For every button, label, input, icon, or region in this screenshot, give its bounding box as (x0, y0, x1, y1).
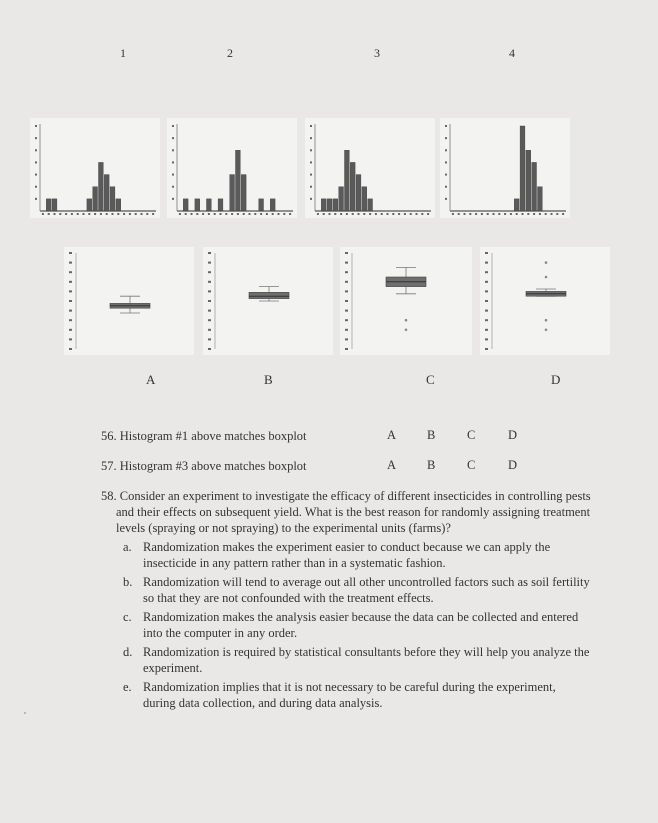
y-tick (208, 329, 211, 331)
histogram-number-1: 1 (120, 46, 126, 60)
histogram-2 (167, 118, 297, 218)
q56-choice-d[interactable]: D (508, 428, 518, 442)
x-tick (191, 213, 193, 215)
x-tick (458, 213, 460, 215)
y-tick (345, 290, 348, 292)
x-tick (317, 213, 319, 215)
boxplot-D (480, 247, 610, 355)
y-tick (445, 198, 447, 200)
x-tick (516, 213, 518, 215)
x-tick (510, 213, 512, 215)
x-tick (352, 213, 354, 215)
option-text: Randomization is required by statistical consultants before they will help you analyze the experiment. (143, 645, 590, 675)
histogram-bar (87, 199, 92, 211)
y-tick (310, 161, 312, 163)
x-tick (71, 213, 73, 215)
x-tick (179, 213, 181, 215)
y-tick (35, 161, 37, 163)
y-tick (445, 186, 447, 188)
histogram-number-3: 3 (374, 46, 380, 60)
x-tick (363, 213, 365, 215)
histogram-bar (270, 199, 275, 211)
histogram-bar (538, 187, 543, 211)
y-tick (208, 300, 211, 302)
x-tick (220, 213, 222, 215)
x-tick (135, 213, 137, 215)
x-tick (475, 213, 477, 215)
x-tick (77, 213, 79, 215)
x-tick (266, 213, 268, 215)
y-tick (345, 338, 348, 340)
histogram-bar (520, 126, 525, 211)
y-tick (69, 310, 72, 312)
histogram-3-panel (305, 118, 435, 218)
q58-option-a[interactable] (101, 539, 591, 571)
q56-choice-c[interactable]: C (467, 428, 476, 442)
x-tick (48, 213, 50, 215)
q57-choice-b[interactable]: B (427, 458, 436, 472)
x-tick (106, 213, 108, 215)
x-tick (498, 213, 500, 215)
y-tick (208, 290, 211, 292)
histogram-bar (350, 162, 355, 211)
y-tick (69, 319, 72, 321)
x-tick (254, 213, 256, 215)
x-tick (416, 213, 418, 215)
histogram-bar (345, 150, 350, 211)
histogram-bar (327, 199, 332, 211)
x-tick (539, 213, 541, 215)
y-tick (485, 348, 488, 350)
x-tick (123, 213, 125, 215)
option-text: Randomization will tend to average out all other uncontrolled factors such as soil fertility so that they are not confounded with the treatment effects. (143, 575, 590, 605)
y-tick (345, 310, 348, 312)
q58-option-e[interactable] (101, 679, 591, 711)
option-text: Randomization makes the experiment easier to conduct because we can apply the insecticide in any pattern rather than in a systematic fashion. (143, 540, 551, 570)
y-tick (172, 149, 174, 151)
y-tick (485, 271, 488, 273)
x-tick (185, 213, 187, 215)
x-tick (100, 213, 102, 215)
x-tick (231, 213, 233, 215)
q58-option-d[interactable] (101, 644, 591, 676)
x-tick (65, 213, 67, 215)
x-tick (42, 213, 44, 215)
outlier-point (405, 319, 408, 322)
histogram-bar (230, 175, 235, 211)
boxplot-A (64, 247, 194, 355)
x-tick (421, 213, 423, 215)
boxplot-label-A: A (146, 372, 156, 387)
x-tick (329, 213, 331, 215)
x-tick (214, 213, 216, 215)
histogram-bar (236, 150, 241, 211)
boxplot-label-B: B (264, 372, 273, 387)
x-tick (410, 213, 412, 215)
y-tick (345, 271, 348, 273)
y-tick (208, 310, 211, 312)
question-58 (101, 488, 591, 714)
x-tick (545, 213, 547, 215)
histogram-bar (218, 199, 223, 211)
boxplot-C (340, 247, 472, 355)
y-tick (485, 338, 488, 340)
y-tick (345, 262, 348, 264)
y-tick (345, 329, 348, 331)
y-tick (35, 174, 37, 176)
q57-choice-d[interactable]: D (508, 458, 518, 472)
histogram-2-panel (167, 118, 297, 218)
histogram-bar (116, 199, 121, 211)
boxplot-A-panel (64, 247, 194, 355)
y-tick (445, 137, 447, 139)
y-tick (485, 300, 488, 302)
x-tick (392, 213, 394, 215)
y-tick (172, 174, 174, 176)
y-tick (208, 281, 211, 283)
x-tick (504, 213, 506, 215)
histogram-bar (93, 187, 98, 211)
histogram-number-4: 4 (509, 46, 515, 60)
y-tick (208, 338, 211, 340)
y-tick (310, 198, 312, 200)
x-tick (398, 213, 400, 215)
x-tick (260, 213, 262, 215)
q58-option-b[interactable] (101, 574, 591, 606)
y-tick (445, 161, 447, 163)
y-tick (345, 252, 348, 254)
x-tick (527, 213, 529, 215)
histogram-bar (195, 199, 200, 211)
x-tick (54, 213, 56, 215)
y-tick (445, 174, 447, 176)
y-tick (208, 252, 211, 254)
y-tick (172, 186, 174, 188)
x-tick (469, 213, 471, 215)
x-tick (452, 213, 454, 215)
x-tick (243, 213, 245, 215)
x-tick (562, 213, 564, 215)
histogram-bar (526, 150, 531, 211)
x-tick (112, 213, 114, 215)
x-tick (272, 213, 274, 215)
x-tick (323, 213, 325, 215)
histogram-bar (259, 199, 264, 211)
y-tick (69, 348, 72, 350)
x-tick (278, 213, 280, 215)
x-tick (346, 213, 348, 215)
outlier-point (545, 319, 548, 322)
histogram-bar (241, 175, 246, 211)
outlier-point (545, 329, 548, 332)
x-tick (334, 213, 336, 215)
box-iqr (249, 292, 289, 298)
y-tick (69, 252, 72, 254)
y-tick (69, 271, 72, 273)
x-tick (358, 213, 360, 215)
y-tick (485, 319, 488, 321)
y-tick (69, 300, 72, 302)
y-tick (310, 174, 312, 176)
q56-choice-a[interactable]: A (387, 428, 397, 442)
histogram-bar (104, 175, 109, 211)
x-tick (522, 213, 524, 215)
question-57-text: 57. Histogram #3 above matches boxplot (101, 459, 307, 473)
x-tick (202, 213, 204, 215)
x-tick (129, 213, 131, 215)
option-letter: c. (123, 610, 132, 624)
q58-option-c[interactable] (101, 609, 591, 641)
y-tick (172, 125, 174, 127)
x-tick (427, 213, 429, 215)
x-tick (387, 213, 389, 215)
x-tick (141, 213, 143, 215)
x-tick (237, 213, 239, 215)
y-tick (208, 262, 211, 264)
histogram-1-panel (30, 118, 160, 218)
y-tick (69, 281, 72, 283)
histogram-bar (356, 175, 361, 211)
x-tick (225, 213, 227, 215)
histogram-bar (362, 187, 367, 211)
y-tick (345, 319, 348, 321)
histogram-bar (207, 199, 212, 211)
y-tick (345, 300, 348, 302)
y-tick (445, 125, 447, 127)
histogram-bar (46, 199, 51, 211)
x-tick (196, 213, 198, 215)
y-tick (208, 271, 211, 273)
histogram-bar (333, 199, 338, 211)
x-tick (59, 213, 61, 215)
boxplot-C-panel (340, 247, 472, 355)
x-tick (208, 213, 210, 215)
y-tick (69, 329, 72, 331)
x-tick (146, 213, 148, 215)
question-58-stem: 58. Consider an experiment to investigate the efficacy of different insecticides in controlling pests and their effects on subsequent yield. What is the best reason for randomly assigning treatment levels (spraying or not spraying) to the experimental units (farms)? (101, 489, 591, 535)
y-tick (69, 338, 72, 340)
y-tick (172, 137, 174, 139)
y-tick (445, 149, 447, 151)
histogram-bar (110, 187, 115, 211)
q57-choice-a[interactable]: A (387, 458, 397, 472)
histogram-4-panel (440, 118, 570, 218)
histogram-bar (514, 199, 519, 211)
option-letter: d. (123, 645, 133, 659)
question-56-text: 56. Histogram #1 above matches boxplot (101, 429, 307, 443)
y-tick (172, 198, 174, 200)
histogram-bar (52, 199, 57, 211)
y-tick (310, 186, 312, 188)
x-tick (375, 213, 377, 215)
y-tick (208, 319, 211, 321)
boxplot-D-panel (480, 247, 610, 355)
x-tick (289, 213, 291, 215)
x-tick (83, 213, 85, 215)
q56-choice-b[interactable]: B (427, 428, 436, 442)
y-tick (310, 149, 312, 151)
outlier-point (545, 276, 548, 279)
x-tick (493, 213, 495, 215)
y-tick (208, 348, 211, 350)
histogram-number-2: 2 (227, 46, 233, 60)
x-tick (533, 213, 535, 215)
y-tick (345, 348, 348, 350)
boxplot-B-panel (203, 247, 333, 355)
x-tick (381, 213, 383, 215)
outlier-point (545, 261, 548, 264)
x-tick (283, 213, 285, 215)
y-tick (310, 137, 312, 139)
x-tick (369, 213, 371, 215)
histogram-bar (339, 187, 344, 211)
y-tick (35, 137, 37, 139)
histogram-1 (30, 118, 160, 218)
y-tick (485, 290, 488, 292)
x-tick (464, 213, 466, 215)
x-tick (487, 213, 489, 215)
boxplot-label-D: D (551, 372, 561, 387)
y-tick (35, 149, 37, 151)
x-tick (117, 213, 119, 215)
q57-choice-c[interactable]: C (467, 458, 476, 472)
histogram-bar (321, 199, 326, 211)
histogram-bar (183, 199, 188, 211)
y-tick (35, 186, 37, 188)
histogram-bar (99, 162, 104, 211)
y-tick (345, 281, 348, 283)
option-letter: e. (123, 680, 132, 694)
paper-speck (24, 712, 26, 714)
boxplot-B (203, 247, 333, 355)
option-text: Randomization implies that it is not necessary to be careful during the experiment, during data collection, and during data analysis. (143, 680, 556, 710)
histogram-4 (440, 118, 570, 218)
x-tick (481, 213, 483, 215)
histogram-bar (368, 199, 373, 211)
histogram-bar (532, 162, 537, 211)
y-tick (485, 310, 488, 312)
histogram-3 (305, 118, 435, 218)
outlier-point (405, 329, 408, 332)
y-tick (35, 198, 37, 200)
x-tick (404, 213, 406, 215)
y-tick (485, 252, 488, 254)
y-tick (35, 125, 37, 127)
boxplot-label-C: C (426, 372, 435, 387)
y-tick (485, 281, 488, 283)
option-text: Randomization makes the analysis easier because the data can be collected and entered into the computer in any order. (143, 610, 579, 640)
x-tick (249, 213, 251, 215)
x-tick (152, 213, 154, 215)
x-tick (88, 213, 90, 215)
y-tick (485, 329, 488, 331)
x-tick (556, 213, 558, 215)
y-tick (310, 125, 312, 127)
y-tick (485, 262, 488, 264)
option-letter: a. (123, 540, 132, 554)
x-tick (94, 213, 96, 215)
y-tick (172, 161, 174, 163)
x-tick (340, 213, 342, 215)
y-tick (69, 290, 72, 292)
option-letter: b. (123, 575, 133, 589)
y-tick (69, 262, 72, 264)
x-tick (551, 213, 553, 215)
